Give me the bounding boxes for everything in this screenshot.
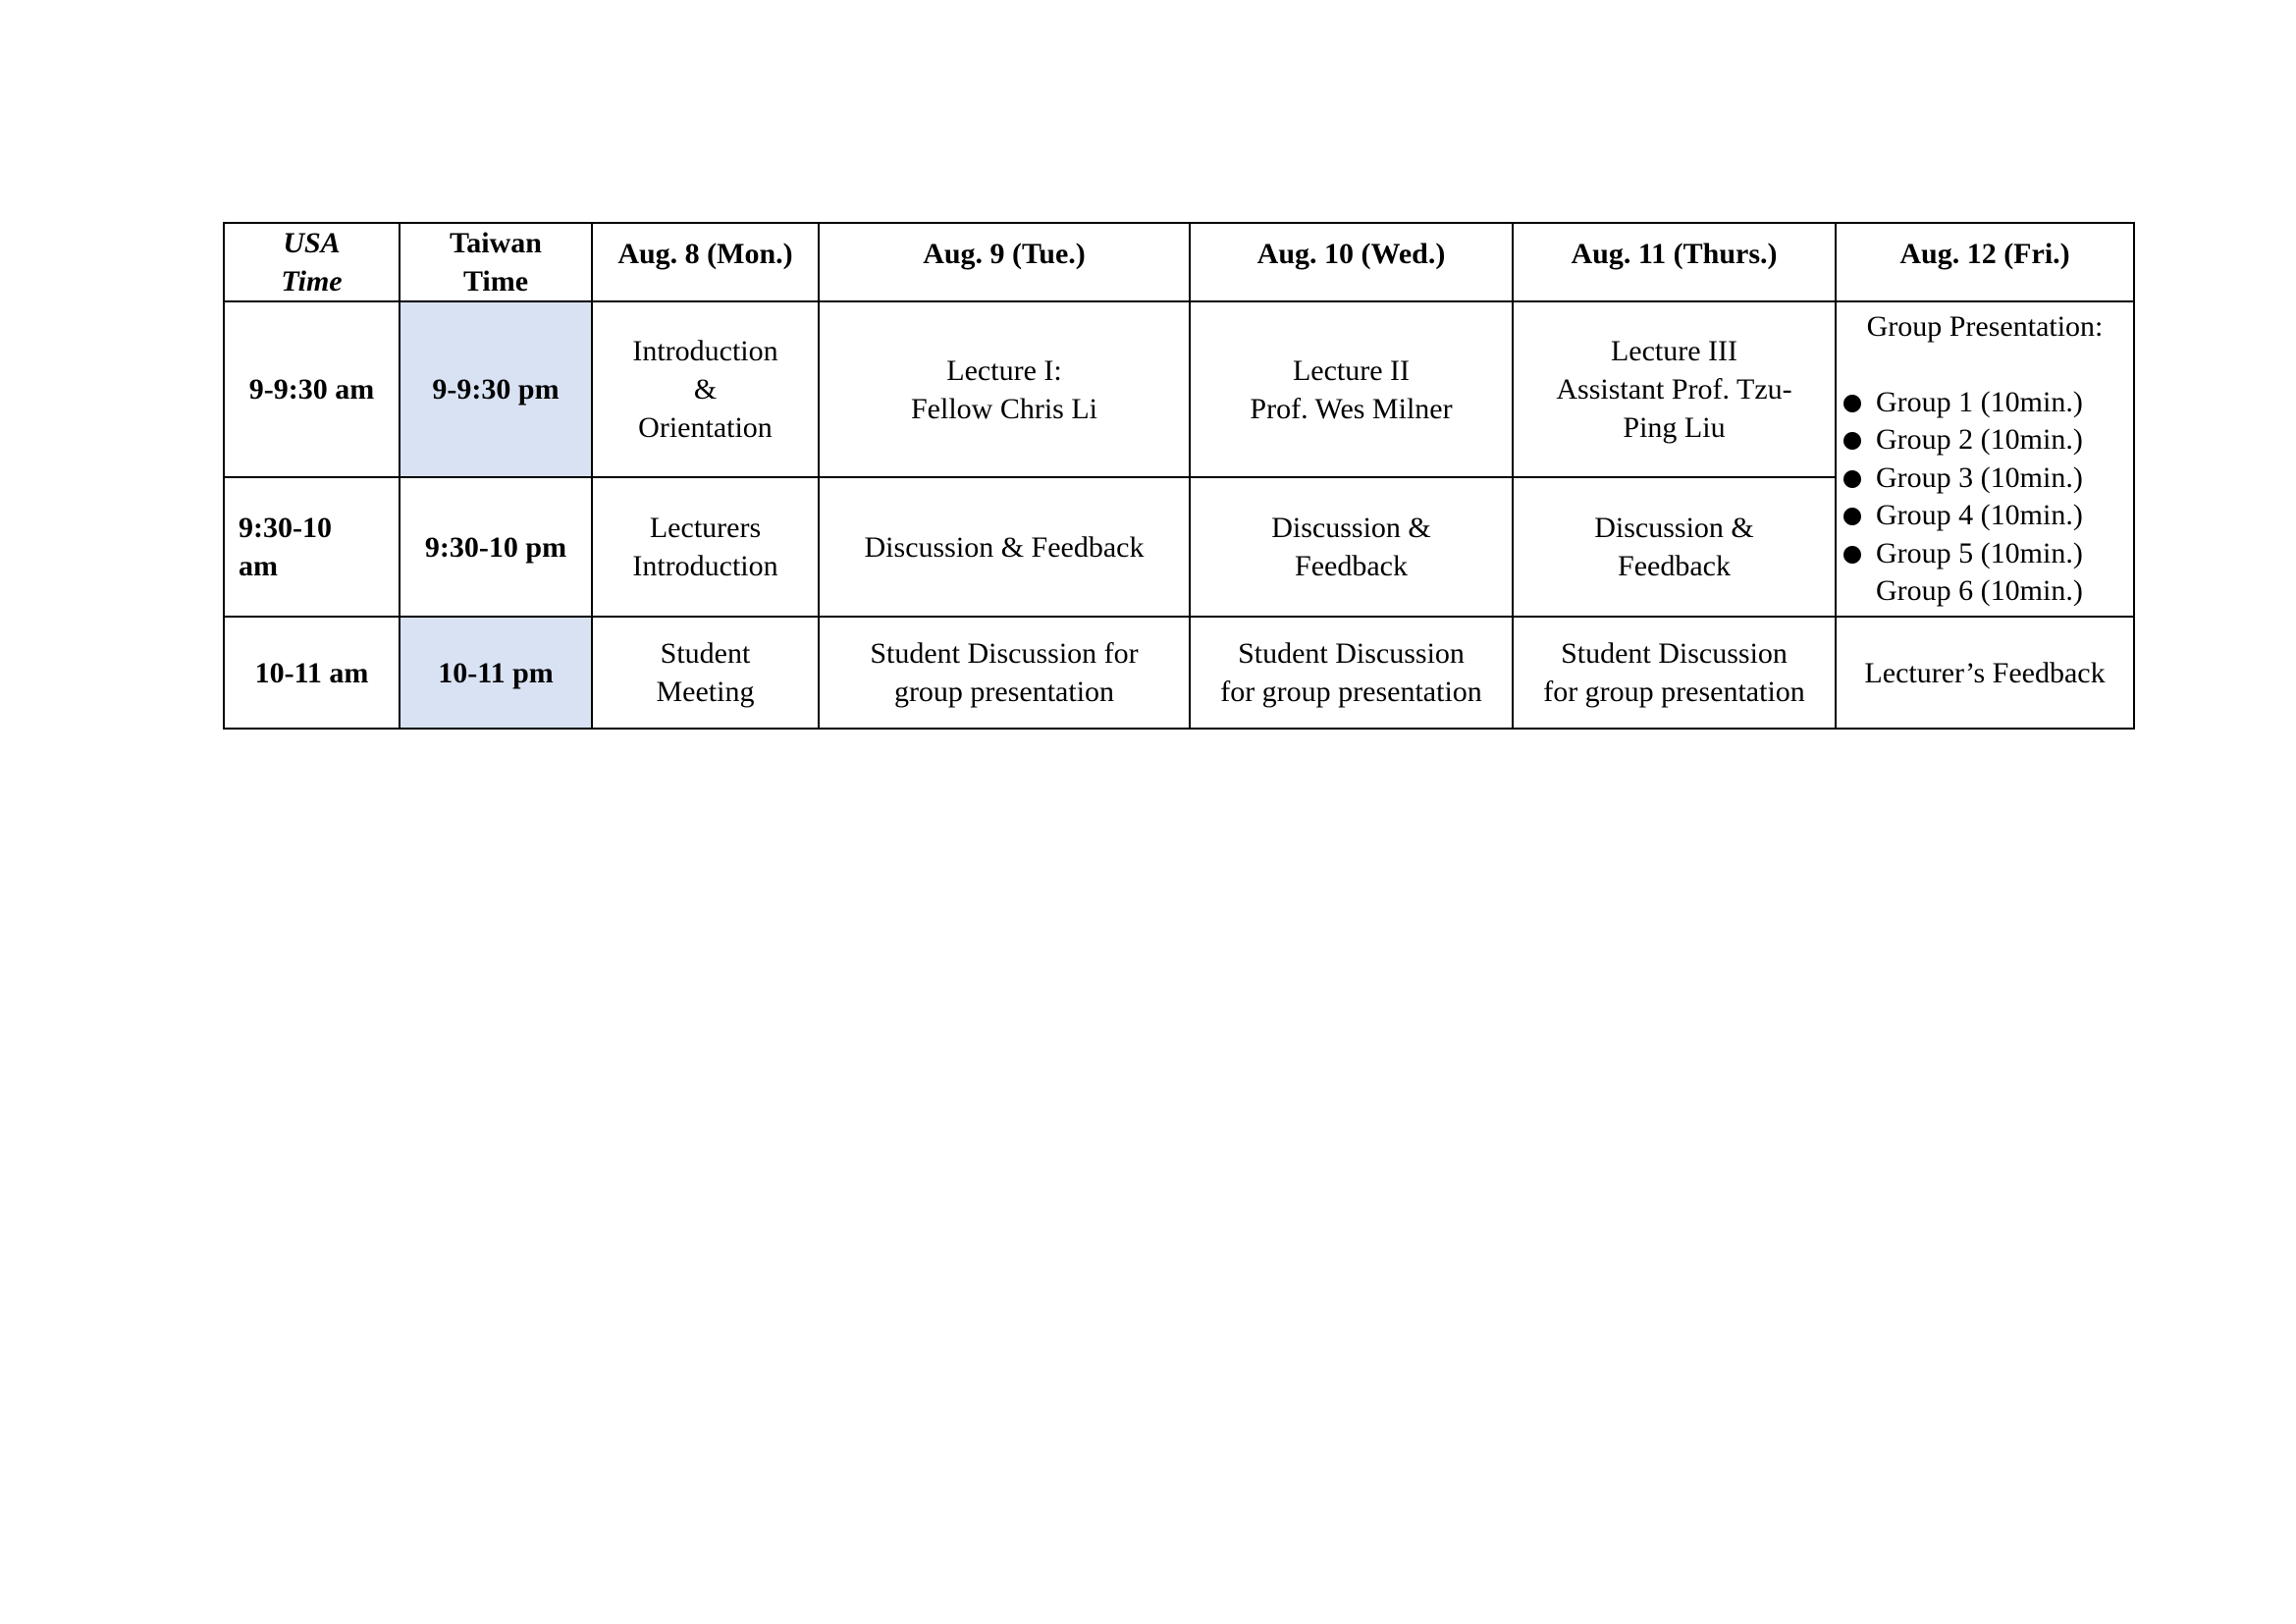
header-taiwan-line2: Time [462, 265, 529, 298]
cell-line: Lecturers [649, 512, 762, 544]
usa-time-cell: 9-9:30 am [224, 301, 400, 477]
group-list [1837, 384, 2133, 611]
cell-line: Ping Liu [1623, 411, 1726, 444]
cell-line: & [693, 373, 718, 406]
list-item [1837, 572, 2133, 611]
cell-line: Discussion & Feedback [864, 530, 1145, 564]
list-item [1837, 460, 2133, 498]
cell-line: Discussion & [1271, 512, 1431, 544]
group-label: Group 1 (10min.) [1876, 385, 2083, 418]
header-day-fri: Aug. 12 (Fri.) [1836, 223, 2134, 301]
thu-cell [1513, 301, 1836, 477]
thu-cell [1513, 617, 1836, 729]
thu-cell [1513, 477, 1836, 617]
cell-line: 9:30-10 [239, 512, 332, 544]
cell-line: for group presentation [1220, 676, 1482, 708]
header-taiwan-time [400, 223, 592, 301]
group-label: Group 4 (10min.) [1876, 499, 2083, 531]
header-usa-line2: Time [281, 265, 343, 298]
cell-line: for group presentation [1543, 676, 1805, 708]
group-label: Group 5 (10min.) [1876, 536, 2083, 569]
tue-cell [819, 477, 1190, 617]
list-item [1837, 535, 2133, 573]
list-item [1837, 421, 2133, 460]
header-row [224, 223, 2134, 301]
cell-line: group presentation [893, 676, 1115, 708]
taiwan-time-cell: 9:30-10 pm [400, 477, 592, 617]
bullet-icon [1843, 508, 1861, 525]
bullet-icon [1843, 546, 1861, 564]
bullet-icon [1843, 470, 1861, 488]
mon-cell [592, 301, 819, 477]
usa-time-cell [224, 477, 400, 617]
cell-line: Assistant Prof. Tzu- [1556, 373, 1792, 406]
header-day-wed: Aug. 10 (Wed.) [1190, 223, 1513, 301]
header-day-mon: Aug. 8 (Mon.) [592, 223, 819, 301]
group-label: Group 3 (10min.) [1876, 460, 2083, 494]
cell-line: Introduction [632, 335, 778, 367]
cell-line: Student [660, 637, 751, 670]
list-item [1837, 384, 2133, 422]
cell-line: Student Discussion for [870, 637, 1139, 670]
header-day-tue: Aug. 9 (Tue.) [819, 223, 1190, 301]
cell-line: Student Discussion [1561, 637, 1788, 670]
table-row [224, 301, 2134, 477]
cell-line: Prof. Wes Milner [1250, 392, 1453, 425]
header-usa-time [224, 223, 400, 301]
schedule-table [223, 222, 2135, 730]
mon-cell [592, 477, 819, 617]
cell-line: Lecture II [1292, 353, 1411, 387]
header-day-thu: Aug. 11 (Thurs.) [1513, 223, 1836, 301]
table-row [224, 617, 2134, 729]
cell-line: Lecture III [1610, 335, 1738, 367]
tue-cell [819, 301, 1190, 477]
header-taiwan-line1: Taiwan [450, 227, 542, 259]
cell-line: Fellow Chris Li [910, 392, 1097, 425]
cell-line: Introduction [632, 550, 778, 582]
fri-feedback-cell: Lecturer’s Feedback [1836, 617, 2134, 729]
cell-line: Student Discussion [1238, 637, 1465, 670]
cell-line: Meeting [656, 676, 755, 708]
bullet-icon [1843, 395, 1861, 412]
wed-cell [1190, 301, 1513, 477]
cell-line: Lecture I: [946, 353, 1062, 387]
header-usa-line1: USA [283, 227, 341, 259]
usa-time-cell: 10-11 am [224, 617, 400, 729]
mon-cell [592, 617, 819, 729]
tue-cell [819, 617, 1190, 729]
bullet-icon [1843, 432, 1861, 450]
group-presentation-title: Group Presentation: [1866, 310, 2104, 343]
spacer [1837, 347, 2133, 384]
wed-cell [1190, 617, 1513, 729]
cell-line: Discussion & [1594, 512, 1754, 544]
group-label: Group 6 (10min.) [1876, 574, 2083, 607]
taiwan-time-cell: 9-9:30 pm [400, 301, 592, 477]
cell-line: Feedback [1618, 550, 1731, 582]
fri-group-presentation-cell [1836, 301, 2134, 617]
list-item [1837, 497, 2133, 535]
cell-line: Feedback [1295, 550, 1408, 582]
wed-cell [1190, 477, 1513, 617]
cell-line: Orientation [638, 411, 773, 444]
cell-line: am [239, 550, 278, 582]
group-label: Group 2 (10min.) [1876, 423, 2083, 456]
taiwan-time-cell: 10-11 pm [400, 617, 592, 729]
